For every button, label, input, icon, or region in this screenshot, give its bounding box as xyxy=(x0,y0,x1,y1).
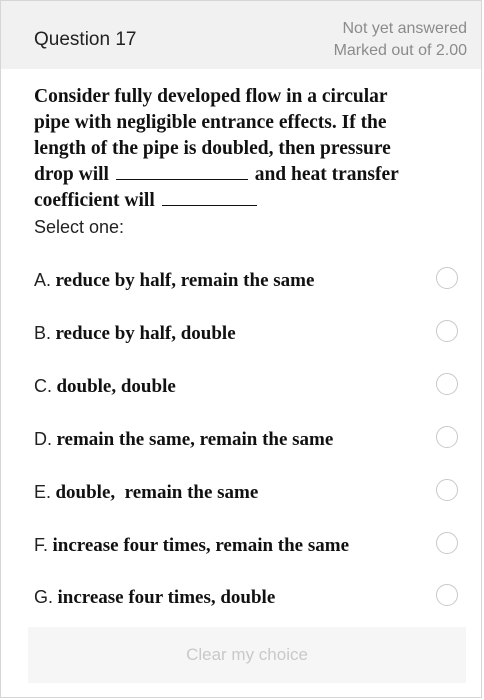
option-text: remain the same, remain the same xyxy=(56,429,334,450)
question-header xyxy=(1,1,481,69)
option-g[interactable] xyxy=(34,583,458,613)
question-fragment: coefficient will xyxy=(34,190,155,211)
option-text: increase four times, remain the same xyxy=(52,535,350,556)
question-line: Consider fully developed flow in a circular xyxy=(34,86,388,107)
question-fragment: drop will xyxy=(34,164,109,185)
option-c[interactable] xyxy=(34,372,458,402)
radio-button[interactable] xyxy=(436,373,458,395)
question-line: length of the pipe is doubled, then pressure xyxy=(34,138,391,159)
option-text: reduce by half, double xyxy=(55,323,236,344)
radio-button[interactable] xyxy=(436,584,458,606)
option-letter: D. xyxy=(34,429,52,449)
question-number: Question 17 xyxy=(34,29,137,50)
option-text: double, remain the same xyxy=(55,482,259,503)
option-e[interactable] xyxy=(34,478,458,508)
option-text: increase four times, double xyxy=(57,587,276,608)
radio-button[interactable] xyxy=(436,426,458,448)
clear-choice-bar xyxy=(28,627,466,683)
option-a[interactable] xyxy=(34,266,458,296)
question-line xyxy=(34,188,444,214)
option-letter: E. xyxy=(34,482,52,502)
radio-button[interactable] xyxy=(436,267,458,289)
clear-choice-button[interactable]: Clear my choice xyxy=(186,645,308,664)
question-line: pipe with negligible entrance effects. If the xyxy=(34,112,387,133)
radio-button[interactable] xyxy=(436,479,458,501)
answer-blank xyxy=(162,204,257,206)
option-letter: A. xyxy=(34,270,52,290)
option-letter: G. xyxy=(34,587,54,607)
option-b[interactable] xyxy=(34,319,458,349)
option-text: reduce by half, remain the same xyxy=(55,270,315,291)
question-line xyxy=(34,162,444,188)
marks-info: Marked out of 2.00 xyxy=(333,42,467,59)
radio-button[interactable] xyxy=(436,320,458,342)
answer-blank xyxy=(116,178,248,180)
option-letter: B. xyxy=(34,323,52,343)
radio-button[interactable] xyxy=(436,532,458,554)
select-one-prompt: Select one: xyxy=(34,217,125,237)
option-d[interactable] xyxy=(34,425,458,455)
option-letter: F. xyxy=(34,535,49,555)
question-text xyxy=(34,84,444,214)
question-fragment: and heat transfer xyxy=(254,164,399,185)
question-status xyxy=(334,18,467,62)
option-letter: C. xyxy=(34,376,52,396)
option-text: double, double xyxy=(56,376,176,397)
option-f[interactable] xyxy=(34,531,458,561)
answer-status: Not yet answered xyxy=(342,20,467,37)
